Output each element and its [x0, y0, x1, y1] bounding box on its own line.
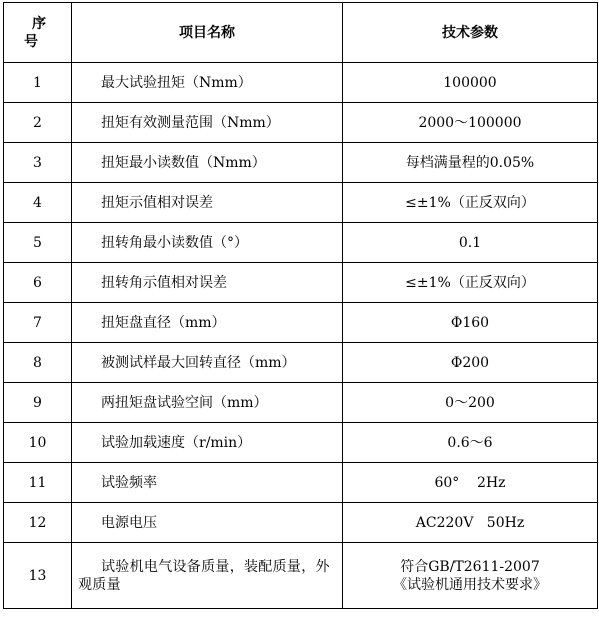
row-value: 每档满量程的0.05% — [343, 143, 598, 183]
table-row — [4, 303, 598, 343]
header-value: 技术参数 — [343, 3, 598, 63]
row-value: Φ200 — [343, 343, 598, 383]
row-number: 11 — [4, 463, 72, 503]
row-name: 电源电压 — [72, 503, 343, 543]
row-number: 9 — [4, 383, 72, 423]
row-name-text: 试验机电气设备质量，装配质量，外观质量 — [78, 558, 330, 593]
table-row — [4, 263, 598, 303]
table-row — [4, 543, 598, 609]
table-row — [4, 423, 598, 463]
header-no-line1: 序 — [32, 15, 46, 32]
row-name: 最大试验扭矩（Nmm） — [72, 63, 343, 103]
row-name: 被测试样最大回转直径（mm） — [72, 343, 343, 383]
row-value: ≤±1%（正反双向） — [343, 263, 598, 303]
table-row — [4, 383, 598, 423]
table-row — [4, 143, 598, 183]
table-row — [4, 103, 598, 143]
row-name: 试验加载速度（r/min） — [72, 423, 343, 463]
row-name: 扭矩盘直径（mm） — [72, 303, 343, 343]
table-row — [4, 343, 598, 383]
row-name: 试验频率 — [72, 463, 343, 503]
table-row — [4, 503, 598, 543]
row-name: 扭矩有效测量范围（Nmm） — [72, 103, 343, 143]
row-value: ≤±1%（正反双向） — [343, 183, 598, 223]
row-value — [343, 543, 598, 609]
row-number: 8 — [4, 343, 72, 383]
table-row — [4, 63, 598, 103]
row-value: 2000～100000 — [343, 103, 598, 143]
row-value: AC220V 50Hz — [343, 503, 598, 543]
row-value: 60° 2Hz — [343, 463, 598, 503]
header-name: 项目名称 — [72, 3, 343, 63]
header-no-line2: 号 — [24, 33, 38, 50]
row-name — [72, 543, 343, 609]
table-row — [4, 223, 598, 263]
row-name: 扭矩示值相对误差 — [72, 183, 343, 223]
row-name: 扭转角最小读数值（°） — [72, 223, 343, 263]
row-value: 0～200 — [343, 383, 598, 423]
row-value-line1: 符合GB/T2611-2007 — [400, 558, 540, 575]
row-number: 10 — [4, 423, 72, 463]
row-number: 13 — [4, 543, 72, 609]
row-number: 1 — [4, 63, 72, 103]
row-number: 6 — [4, 263, 72, 303]
row-name: 两扭矩盘试验空间（mm） — [72, 383, 343, 423]
header-no — [4, 3, 72, 63]
row-number: 4 — [4, 183, 72, 223]
row-number: 12 — [4, 503, 72, 543]
row-value: 100000 — [343, 63, 598, 103]
table-row — [4, 183, 598, 223]
row-value-line2: 《试验机通用技术要求》 — [393, 576, 547, 593]
row-number: 7 — [4, 303, 72, 343]
row-value: 0.6～6 — [343, 423, 598, 463]
row-value: 0.1 — [343, 223, 598, 263]
row-number: 5 — [4, 223, 72, 263]
row-number: 3 — [4, 143, 72, 183]
header-row — [4, 3, 598, 63]
row-value: Φ160 — [343, 303, 598, 343]
table-row — [4, 463, 598, 503]
row-number: 2 — [4, 103, 72, 143]
row-name: 扭矩最小读数值（Nmm） — [72, 143, 343, 183]
spec-table — [3, 2, 598, 609]
row-name: 扭转角示值相对误差 — [72, 263, 343, 303]
